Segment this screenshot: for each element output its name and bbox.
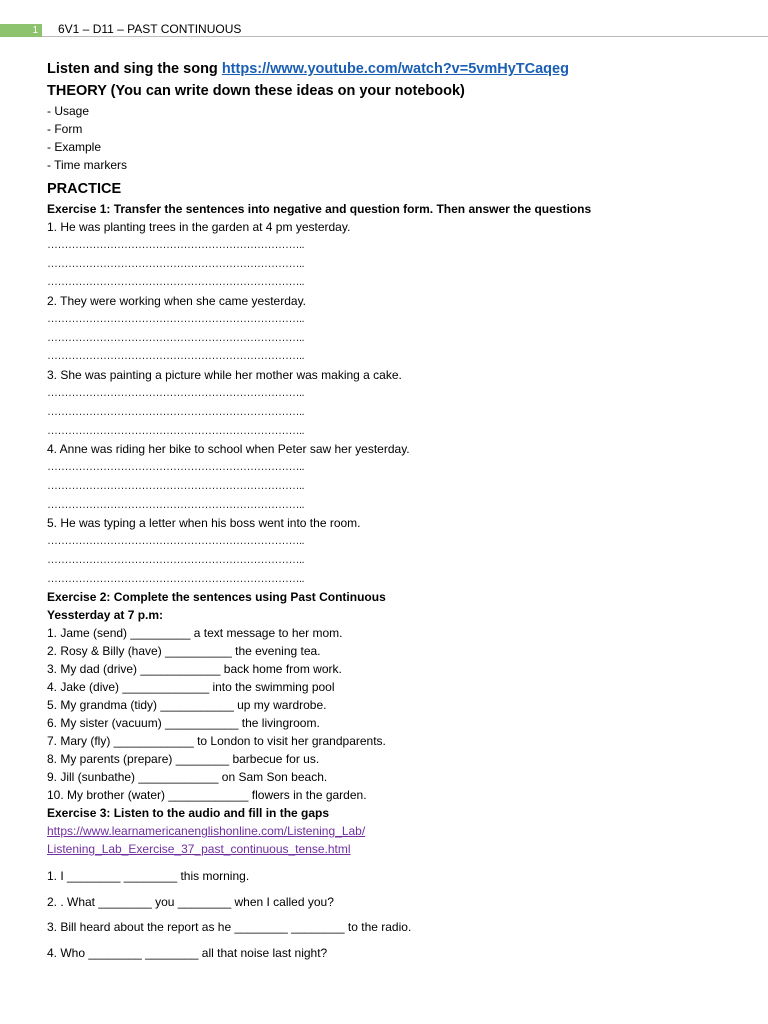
- exercise2-item: 10. My brother (water) ____________ flowers in the garden.: [47, 788, 367, 803]
- header-divider: [42, 36, 768, 37]
- answer-line: ………………………………………………………………..: [47, 331, 305, 344]
- exercise2-item: 2. Rosy & Billy (have) __________ the evening tea.: [47, 644, 321, 659]
- exercise1-heading: Exercise 1: Transfer the sentences into negative and question form. Then answer the questions: [47, 202, 592, 216]
- answer-line: ………………………………………………………………..: [47, 387, 305, 400]
- theory-item: - Usage: [47, 104, 90, 118]
- exercise1-sentence: 4. Anne was riding her bike to school when Peter saw her yesterday.: [47, 442, 410, 457]
- practice-heading: PRACTICE: [47, 181, 122, 197]
- answer-line: ………………………………………………………………..: [47, 257, 305, 270]
- answer-line: ………………………………………………………………..: [47, 553, 305, 566]
- answer-line: ………………………………………………………………..: [47, 498, 305, 511]
- audio-link-continued[interactable]: Listening_Lab_Exercise_37_past_continuous_tense.html: [47, 842, 351, 857]
- exercise2-subheading: Yessterday at 7 p.m:: [47, 608, 164, 623]
- exercise2-item: 5. My grandma (tidy) ___________ up my wardrobe.: [47, 698, 327, 713]
- answer-line: ………………………………………………………………..: [47, 276, 305, 289]
- exercise3-heading: Exercise 3: Listen to the audio and fill in the gaps: [47, 806, 330, 821]
- theory-item: - Example: [47, 140, 102, 154]
- exercise3-item: 2. . What ________ you ________ when I called you?: [47, 894, 334, 909]
- page-header: [0, 0, 768, 36]
- exercise1-sentence: 5. He was typing a letter when his boss went into the room.: [47, 516, 361, 531]
- answer-line: ………………………………………………………………..: [47, 479, 305, 492]
- exercise3-item: 4. Who ________ ________ all that noise last night?: [47, 945, 328, 960]
- exercise1-sentence: 3. She was painting a picture while her mother was making a cake.: [47, 368, 402, 383]
- theory-item: - Time markers: [47, 158, 128, 172]
- exercise1-sentence: 2. They were working when she came yesterday.: [47, 294, 307, 309]
- exercise2-heading: Exercise 2: Complete the sentences using Past Continuous: [47, 590, 386, 605]
- theory-heading: THEORY (You can write down these ideas on your notebook): [47, 83, 465, 99]
- answer-line: ………………………………………………………………..: [47, 239, 305, 251]
- exercise2-item: 1. Jame (send) _________ a text message to her mom.: [47, 626, 343, 641]
- exercise2-item: 9. Jill (sunbathe) ____________ on Sam Son beach.: [47, 770, 328, 785]
- listen-text: Listen and sing the song: [47, 61, 222, 77]
- answer-line: ………………………………………………………………..: [47, 461, 305, 474]
- exercise2-item: 4. Jake (dive) _____________ into the swimming pool: [47, 680, 335, 695]
- theory-item: - Form: [47, 122, 83, 136]
- answer-line: ………………………………………………………………..: [47, 572, 305, 585]
- exercise3-item: 3. Bill heard about the report as he ________ ________ to the radio.: [47, 920, 412, 935]
- document-body: [47, 58, 737, 966]
- answer-line: ………………………………………………………………..: [47, 405, 305, 418]
- answer-line: ………………………………………………………………..: [47, 313, 305, 326]
- page-number: 1: [0, 24, 42, 37]
- answer-line: ………………………………………………………………..: [47, 350, 305, 363]
- exercise2-item: 3. My dad (drive) ____________ back home from work.: [47, 662, 342, 677]
- exercise2-item: 8. My parents (prepare) ________ barbecue for us.: [47, 752, 320, 767]
- exercise1-sentence: 1. He was planting trees in the garden at 4 pm yesterday.: [47, 220, 351, 234]
- exercise3-item: 1. I ________ ________ this morning.: [47, 869, 250, 884]
- song-link[interactable]: https://www.youtube.com/watch?v=5vmHyTCaqeg: [221, 61, 569, 77]
- answer-line: ………………………………………………………………..: [47, 424, 305, 437]
- listen-line: [47, 58, 737, 80]
- document-title: 6V1 – D11 – PAST CONTINUOUS: [58, 22, 242, 36]
- audio-link[interactable]: https://www.learnamericanenglishonline.com/Listening_Lab/: [47, 824, 366, 839]
- exercise2-item: 7. Mary (fly) ____________ to London to visit her grandparents.: [47, 734, 386, 749]
- answer-line: ………………………………………………………………..: [47, 535, 305, 548]
- exercise2-item: 6. My sister (vacuum) ___________ the livingroom.: [47, 716, 320, 731]
